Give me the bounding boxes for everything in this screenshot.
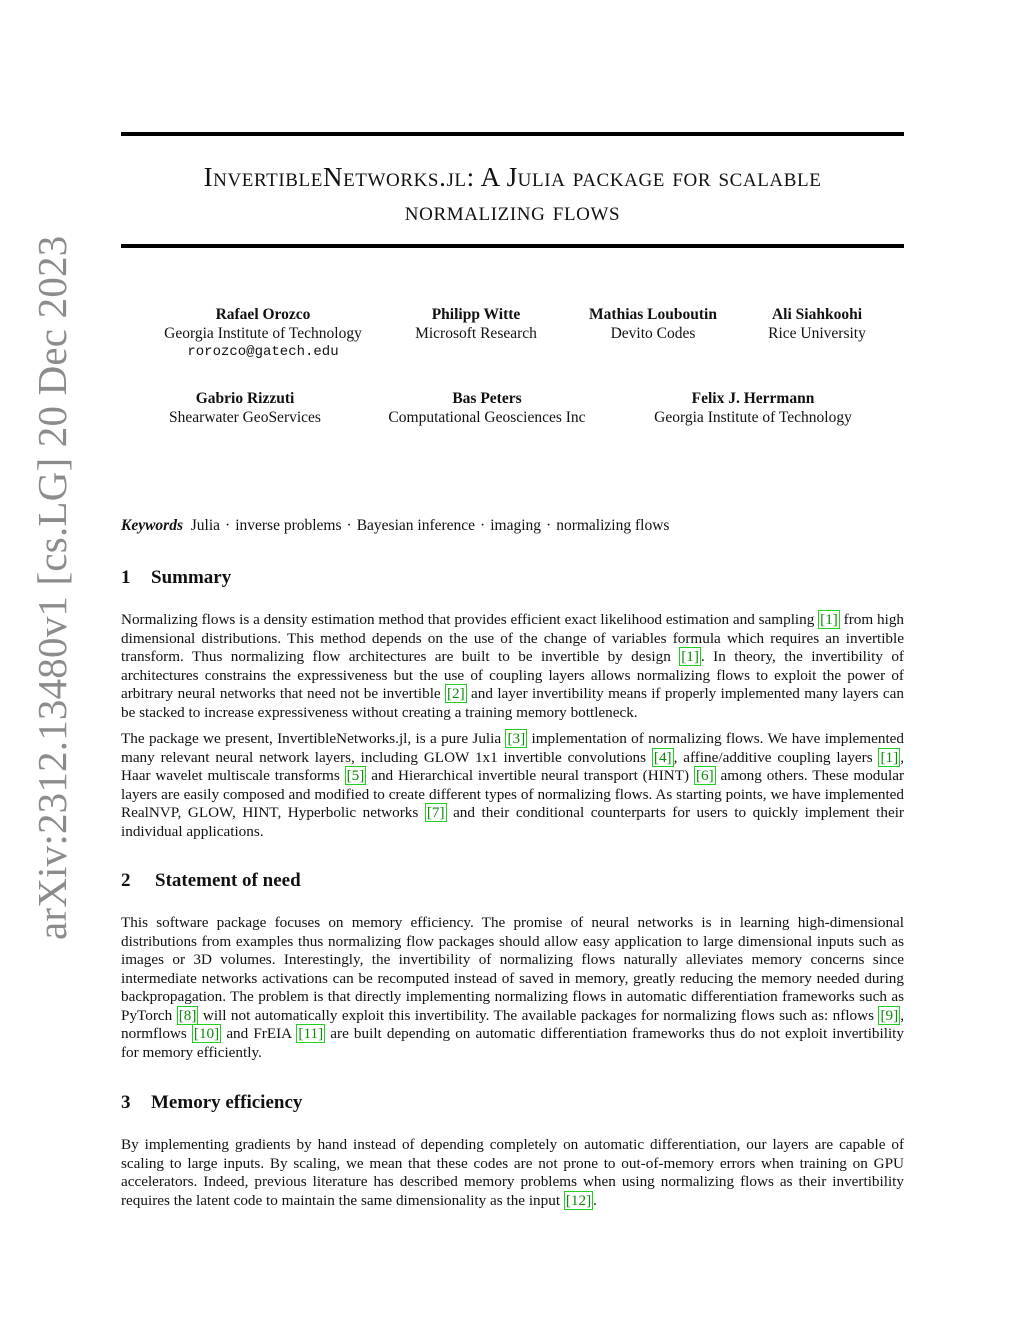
keyword-item: imaging (490, 517, 542, 534)
memory-paragraph-1: By implementing gradients by hand instead of depending completely on automatic differentiation, our layers are capable of scaling to large inputs. By scaling, we mean that these codes are not prone to out-of-memory errors when training on GPU accelerators. Indeed, previous literature has described memory problems when using normalizing flows as their invertibility requires the latent code to maintain the same dimensionality as the input [12] . (121, 1136, 904, 1209)
citation-link[interactable]: [2] (447, 685, 465, 702)
author-name: Bas Peters (452, 390, 522, 407)
section-number: 3 (121, 1092, 131, 1113)
author-name: Gabrio Rizzuti (195, 390, 295, 407)
citation-link[interactable]: [6] (695, 767, 714, 784)
author-affiliation: Shearwater GeoServices (169, 409, 321, 426)
author-affiliation: Georgia Institute of Technology (654, 409, 852, 426)
author-name: Felix J. Herrmann (691, 390, 815, 407)
author-affiliation: Computational Geosciences Inc (388, 409, 586, 426)
section-heading-statement-of-need (121, 870, 301, 892)
keyword-item: Julia (190, 517, 221, 534)
author-block (396, 305, 556, 343)
citation-link[interactable]: [1] (820, 611, 838, 628)
citation-link[interactable]: [3] (507, 730, 526, 747)
author-block (150, 389, 340, 427)
paper-title (121, 160, 904, 228)
citation-link[interactable]: [5] (346, 767, 365, 784)
citation-link[interactable]: [11] (298, 1025, 324, 1042)
summary-paragraph-1: Normalizing flows is a density estimation method that provides efficient exact likelihood estimation and sampling [1] from high dimensional distributions. This method depends on the use of the change of variables formula which requires an invertible transform. Thus normalizing flow architectures are built to be invertible by design [1] . In theory, the invertibility of architectures constrains the expressiveness but the use of coupling layers allows normalizing flows to exploit the power of arbitrary neural networks that need not be invertible [2] and layer invertibility means if properly implemented many layers can be stacked to increase expressiveness without creating a training memory bottleneck. (121, 611, 905, 721)
author-affiliation: Georgia Institute of Technology (164, 325, 362, 342)
section-heading-memory-efficiency (121, 1092, 302, 1114)
title-line-1: InvertibleNetworks.jl: A Julia package for scalable (203, 162, 822, 192)
section-title: Statement of need (155, 870, 301, 891)
keyword-item: normalizing flows (556, 517, 670, 534)
author-name: Ali Siahkoohi (771, 306, 863, 323)
keyword-item: inverse problems (235, 517, 342, 534)
need-paragraph-1: This software package focuses on memory efficiency. The promise of neural networks is in learning high-dimensional distributions from examples thus normalizing flow packages should allow easy application to large dimensional inputs such as images or 3D volumes. Interestingly, the invertibility of normalizing flows naturally alleviates memory concerns since intermediate networks activations can be recomputed instead of saved in memory, greatly reducing the memory needed during backpropagation. The problem is that directly implementing normalizing flows in automatic differentiation frameworks such as PyTorch [8] will not automatically exploit this invertibility. The available packages for normalizing flows such as: nflows [9] , normflows [10] and FrEIA [11] are built depending on automatic differentiation frameworks thus do not exploit invertibility for memory efficiently. (121, 914, 904, 1061)
citation-link[interactable]: [1] (681, 648, 699, 665)
section-number: 1 (121, 567, 131, 588)
title-bottom-rule (121, 244, 904, 248)
author-block (148, 305, 378, 362)
title-top-rule (121, 132, 904, 136)
keyword-item: Bayesian inference (356, 517, 476, 534)
author-name: Rafael Orozco (215, 306, 311, 323)
keyword-separator: · (225, 517, 231, 534)
author-block (573, 305, 733, 343)
title-line-2: normalizing flows (404, 196, 621, 226)
section-number: 2 (121, 870, 131, 891)
citation-link[interactable]: [8] (178, 1006, 197, 1024)
citation-link[interactable]: [10] (193, 1025, 220, 1042)
citation-link[interactable]: [7] (426, 804, 445, 821)
keywords-line (121, 517, 669, 535)
citation-link[interactable]: [1] (880, 748, 899, 766)
citation-link[interactable]: [9] (880, 1006, 899, 1024)
author-block (635, 389, 871, 427)
section-title: Memory efficiency (151, 1092, 303, 1113)
author-email[interactable]: rorozco@gatech.edu (187, 344, 339, 360)
summary-paragraph-2: The package we present, InvertibleNetworks.jl, is a pure Julia [3] implementation of normalizing flows. We have implemented many relevant neural network layers, including GLOW 1x1 invertible convolutions [4] , affine/additive coupling layers [1] , Haar wavelet multiscale transforms [5] and Hierarchical invertible neural transport (HINT) [6] among others. These modular layers are easily composed and modified to create different types of normalizing flows. As starting points, we have implemented RealNVP, GLOW, HINT, Hyperbolic networks [7] and their conditional counterparts for users to quickly implement their individual applications. (121, 730, 904, 840)
author-affiliation: Devito Codes (610, 325, 696, 342)
section-heading-summary (121, 567, 231, 589)
author-affiliation: Microsoft Research (415, 325, 537, 342)
keyword-separator: · (546, 517, 552, 534)
author-block (372, 389, 602, 427)
author-block (752, 305, 882, 343)
arxiv-identifier: arXiv:2312.13480v1 [cs.LG] 20 Dec 2023 (29, 235, 75, 940)
keywords-label: Keywords (121, 517, 183, 534)
keyword-separator: · (480, 517, 486, 534)
keyword-separator: · (346, 517, 352, 534)
citation-link[interactable]: [12] (565, 1191, 592, 1209)
section-title: Summary (151, 567, 232, 588)
author-name: Philipp Witte (431, 306, 521, 323)
author-name: Mathias Louboutin (589, 306, 717, 323)
citation-link[interactable]: [4] (653, 748, 672, 766)
author-affiliation: Rice University (768, 325, 866, 342)
